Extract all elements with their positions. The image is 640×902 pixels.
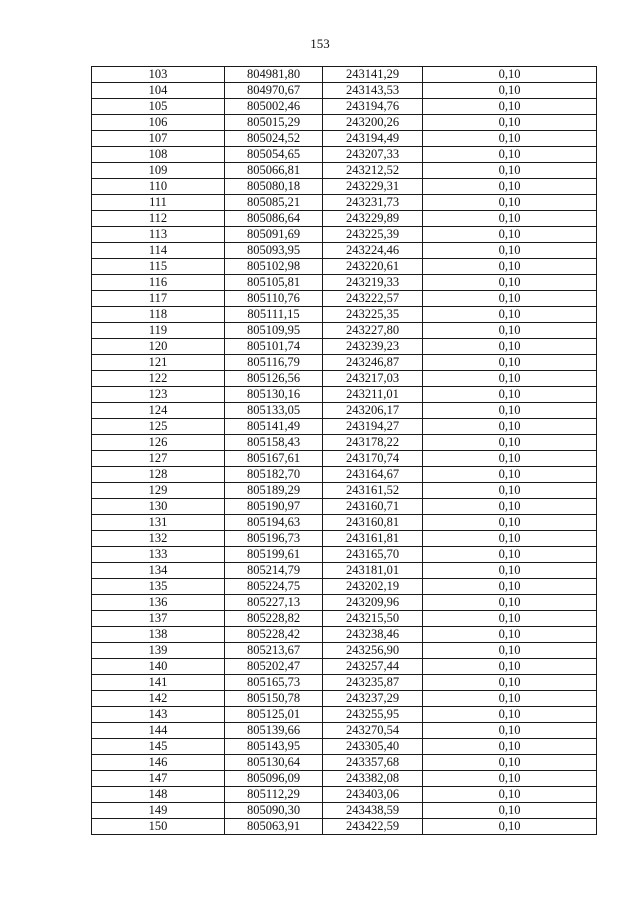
point-number-cell: 132 — [92, 531, 225, 547]
table-row — [92, 403, 597, 419]
table-row — [92, 467, 597, 483]
tolerance-cell: 0,10 — [423, 707, 597, 723]
y-coordinate-cell: 243227,80 — [323, 323, 423, 339]
point-number-cell: 122 — [92, 371, 225, 387]
x-coordinate-cell: 805190,97 — [225, 499, 323, 515]
tolerance-cell: 0,10 — [423, 739, 597, 755]
y-coordinate-cell: 243422,59 — [323, 819, 423, 835]
x-coordinate-cell: 805111,15 — [225, 307, 323, 323]
table-row — [92, 259, 597, 275]
tolerance-cell: 0,10 — [423, 499, 597, 515]
tolerance-cell: 0,10 — [423, 323, 597, 339]
x-coordinate-cell: 805150,78 — [225, 691, 323, 707]
table-row — [92, 163, 597, 179]
y-coordinate-cell: 243255,95 — [323, 707, 423, 723]
x-coordinate-cell: 805213,67 — [225, 643, 323, 659]
y-coordinate-cell: 243382,08 — [323, 771, 423, 787]
x-coordinate-cell: 805199,61 — [225, 547, 323, 563]
point-number-cell: 149 — [92, 803, 225, 819]
y-coordinate-cell: 243209,96 — [323, 595, 423, 611]
table-row — [92, 147, 597, 163]
x-coordinate-cell: 805141,49 — [225, 419, 323, 435]
x-coordinate-cell: 805182,70 — [225, 467, 323, 483]
page-number: 153 — [310, 36, 330, 51]
point-number-cell: 128 — [92, 467, 225, 483]
point-number-cell: 136 — [92, 595, 225, 611]
x-coordinate-cell: 805110,76 — [225, 291, 323, 307]
y-coordinate-cell: 243165,70 — [323, 547, 423, 563]
table-row — [92, 531, 597, 547]
x-coordinate-cell: 805112,29 — [225, 787, 323, 803]
table-row — [92, 595, 597, 611]
y-coordinate-cell: 243231,73 — [323, 195, 423, 211]
y-coordinate-cell: 243235,87 — [323, 675, 423, 691]
coordinates-table — [91, 66, 597, 835]
y-coordinate-cell: 243141,29 — [323, 67, 423, 83]
table-row — [92, 67, 597, 83]
table-row — [92, 803, 597, 819]
tolerance-cell: 0,10 — [423, 611, 597, 627]
coordinates-table-body — [92, 67, 597, 835]
tolerance-cell: 0,10 — [423, 99, 597, 115]
x-coordinate-cell: 805086,64 — [225, 211, 323, 227]
tolerance-cell: 0,10 — [423, 275, 597, 291]
y-coordinate-cell: 243207,33 — [323, 147, 423, 163]
table-row — [92, 659, 597, 675]
x-coordinate-cell: 805096,09 — [225, 771, 323, 787]
y-coordinate-cell: 243217,03 — [323, 371, 423, 387]
point-number-cell: 110 — [92, 179, 225, 195]
table-row — [92, 195, 597, 211]
y-coordinate-cell: 243270,54 — [323, 723, 423, 739]
y-coordinate-cell: 243357,68 — [323, 755, 423, 771]
point-number-cell: 140 — [92, 659, 225, 675]
table-row — [92, 547, 597, 563]
x-coordinate-cell: 805158,43 — [225, 435, 323, 451]
point-number-cell: 119 — [92, 323, 225, 339]
tolerance-cell: 0,10 — [423, 195, 597, 211]
table-row — [92, 579, 597, 595]
x-coordinate-cell: 805202,47 — [225, 659, 323, 675]
y-coordinate-cell: 243238,46 — [323, 627, 423, 643]
tolerance-cell: 0,10 — [423, 819, 597, 835]
x-coordinate-cell: 805091,69 — [225, 227, 323, 243]
y-coordinate-cell: 243219,33 — [323, 275, 423, 291]
tolerance-cell: 0,10 — [423, 67, 597, 83]
tolerance-cell: 0,10 — [423, 259, 597, 275]
x-coordinate-cell: 805015,29 — [225, 115, 323, 131]
point-number-cell: 148 — [92, 787, 225, 803]
tolerance-cell: 0,10 — [423, 243, 597, 259]
point-number-cell: 142 — [92, 691, 225, 707]
tolerance-cell: 0,10 — [423, 291, 597, 307]
table-row — [92, 99, 597, 115]
x-coordinate-cell: 805214,79 — [225, 563, 323, 579]
y-coordinate-cell: 243438,59 — [323, 803, 423, 819]
x-coordinate-cell: 805165,73 — [225, 675, 323, 691]
point-number-cell: 107 — [92, 131, 225, 147]
x-coordinate-cell: 805085,21 — [225, 195, 323, 211]
y-coordinate-cell: 243160,81 — [323, 515, 423, 531]
tolerance-cell: 0,10 — [423, 659, 597, 675]
y-coordinate-cell: 243246,87 — [323, 355, 423, 371]
tolerance-cell: 0,10 — [423, 467, 597, 483]
point-number-cell: 112 — [92, 211, 225, 227]
point-number-cell: 125 — [92, 419, 225, 435]
table-row — [92, 83, 597, 99]
table-row — [92, 451, 597, 467]
point-number-cell: 124 — [92, 403, 225, 419]
point-number-cell: 118 — [92, 307, 225, 323]
table-row — [92, 483, 597, 499]
y-coordinate-cell: 243257,44 — [323, 659, 423, 675]
point-number-cell: 138 — [92, 627, 225, 643]
x-coordinate-cell: 805126,56 — [225, 371, 323, 387]
point-number-cell: 120 — [92, 339, 225, 355]
y-coordinate-cell: 243194,27 — [323, 419, 423, 435]
table-row — [92, 739, 597, 755]
x-coordinate-cell: 805102,98 — [225, 259, 323, 275]
table-row — [92, 499, 597, 515]
x-coordinate-cell: 805125,01 — [225, 707, 323, 723]
table-row — [92, 307, 597, 323]
point-number-cell: 134 — [92, 563, 225, 579]
y-coordinate-cell: 243161,81 — [323, 531, 423, 547]
x-coordinate-cell: 805224,75 — [225, 579, 323, 595]
tolerance-cell: 0,10 — [423, 403, 597, 419]
x-coordinate-cell: 805063,91 — [225, 819, 323, 835]
x-coordinate-cell: 805194,63 — [225, 515, 323, 531]
tolerance-cell: 0,10 — [423, 307, 597, 323]
point-number-cell: 113 — [92, 227, 225, 243]
point-number-cell: 115 — [92, 259, 225, 275]
y-coordinate-cell: 243220,61 — [323, 259, 423, 275]
tolerance-cell: 0,10 — [423, 355, 597, 371]
y-coordinate-cell: 243225,39 — [323, 227, 423, 243]
x-coordinate-cell: 805054,65 — [225, 147, 323, 163]
point-number-cell: 135 — [92, 579, 225, 595]
tolerance-cell: 0,10 — [423, 387, 597, 403]
table-row — [92, 243, 597, 259]
tolerance-cell: 0,10 — [423, 563, 597, 579]
x-coordinate-cell: 805133,05 — [225, 403, 323, 419]
table-row — [92, 387, 597, 403]
tolerance-cell: 0,10 — [423, 83, 597, 99]
x-coordinate-cell: 805189,29 — [225, 483, 323, 499]
tolerance-cell: 0,10 — [423, 579, 597, 595]
y-coordinate-cell: 243224,46 — [323, 243, 423, 259]
y-coordinate-cell: 243211,01 — [323, 387, 423, 403]
x-coordinate-cell: 805130,16 — [225, 387, 323, 403]
point-number-cell: 117 — [92, 291, 225, 307]
x-coordinate-cell: 805116,79 — [225, 355, 323, 371]
point-number-cell: 133 — [92, 547, 225, 563]
point-number-cell: 137 — [92, 611, 225, 627]
table-row — [92, 611, 597, 627]
tolerance-cell: 0,10 — [423, 371, 597, 387]
point-number-cell: 147 — [92, 771, 225, 787]
point-number-cell: 141 — [92, 675, 225, 691]
x-coordinate-cell: 805139,66 — [225, 723, 323, 739]
table-row — [92, 771, 597, 787]
table-row — [92, 355, 597, 371]
tolerance-cell: 0,10 — [423, 339, 597, 355]
point-number-cell: 116 — [92, 275, 225, 291]
table-row — [92, 819, 597, 835]
x-coordinate-cell: 805228,82 — [225, 611, 323, 627]
point-number-cell: 108 — [92, 147, 225, 163]
table-row — [92, 643, 597, 659]
table-row — [92, 515, 597, 531]
point-number-cell: 103 — [92, 67, 225, 83]
y-coordinate-cell: 243212,52 — [323, 163, 423, 179]
point-number-cell: 139 — [92, 643, 225, 659]
x-coordinate-cell: 805109,95 — [225, 323, 323, 339]
table-row — [92, 323, 597, 339]
y-coordinate-cell: 243206,17 — [323, 403, 423, 419]
y-coordinate-cell: 243143,53 — [323, 83, 423, 99]
table-row — [92, 291, 597, 307]
point-number-cell: 131 — [92, 515, 225, 531]
point-number-cell: 146 — [92, 755, 225, 771]
y-coordinate-cell: 243178,22 — [323, 435, 423, 451]
tolerance-cell: 0,10 — [423, 627, 597, 643]
y-coordinate-cell: 243181,01 — [323, 563, 423, 579]
table-row — [92, 339, 597, 355]
x-coordinate-cell: 805066,81 — [225, 163, 323, 179]
x-coordinate-cell: 805196,73 — [225, 531, 323, 547]
y-coordinate-cell: 243202,19 — [323, 579, 423, 595]
x-coordinate-cell: 805227,13 — [225, 595, 323, 611]
tolerance-cell: 0,10 — [423, 131, 597, 147]
x-coordinate-cell: 805002,46 — [225, 99, 323, 115]
tolerance-cell: 0,10 — [423, 515, 597, 531]
y-coordinate-cell: 243164,67 — [323, 467, 423, 483]
table-row — [92, 787, 597, 803]
table-row — [92, 211, 597, 227]
table-row — [92, 627, 597, 643]
y-coordinate-cell: 243239,23 — [323, 339, 423, 355]
x-coordinate-cell: 804981,80 — [225, 67, 323, 83]
y-coordinate-cell: 243305,40 — [323, 739, 423, 755]
tolerance-cell: 0,10 — [423, 451, 597, 467]
y-coordinate-cell: 243256,90 — [323, 643, 423, 659]
x-coordinate-cell: 805167,61 — [225, 451, 323, 467]
y-coordinate-cell: 243194,49 — [323, 131, 423, 147]
y-coordinate-cell: 243237,29 — [323, 691, 423, 707]
table-row — [92, 179, 597, 195]
tolerance-cell: 0,10 — [423, 147, 597, 163]
tolerance-cell: 0,10 — [423, 163, 597, 179]
tolerance-cell: 0,10 — [423, 675, 597, 691]
table-row — [92, 435, 597, 451]
x-coordinate-cell: 805228,42 — [225, 627, 323, 643]
table-row — [92, 419, 597, 435]
tolerance-cell: 0,10 — [423, 531, 597, 547]
point-number-cell: 129 — [92, 483, 225, 499]
table-row — [92, 371, 597, 387]
tolerance-cell: 0,10 — [423, 435, 597, 451]
x-coordinate-cell: 805105,81 — [225, 275, 323, 291]
point-number-cell: 123 — [92, 387, 225, 403]
tolerance-cell: 0,10 — [423, 419, 597, 435]
table-row — [92, 227, 597, 243]
tolerance-cell: 0,10 — [423, 803, 597, 819]
tolerance-cell: 0,10 — [423, 227, 597, 243]
point-number-cell: 145 — [92, 739, 225, 755]
tolerance-cell: 0,10 — [423, 755, 597, 771]
point-number-cell: 121 — [92, 355, 225, 371]
x-coordinate-cell: 805101,74 — [225, 339, 323, 355]
x-coordinate-cell: 805093,95 — [225, 243, 323, 259]
tolerance-cell: 0,10 — [423, 771, 597, 787]
y-coordinate-cell: 243229,89 — [323, 211, 423, 227]
table-row — [92, 755, 597, 771]
x-coordinate-cell: 804970,67 — [225, 83, 323, 99]
tolerance-cell: 0,10 — [423, 643, 597, 659]
table-row — [92, 563, 597, 579]
table-row — [92, 675, 597, 691]
table-row — [92, 115, 597, 131]
tolerance-cell: 0,10 — [423, 723, 597, 739]
point-number-cell: 104 — [92, 83, 225, 99]
tolerance-cell: 0,10 — [423, 787, 597, 803]
tolerance-cell: 0,10 — [423, 115, 597, 131]
point-number-cell: 111 — [92, 195, 225, 211]
point-number-cell: 114 — [92, 243, 225, 259]
x-coordinate-cell: 805143,95 — [225, 739, 323, 755]
tolerance-cell: 0,10 — [423, 595, 597, 611]
tolerance-cell: 0,10 — [423, 547, 597, 563]
y-coordinate-cell: 243225,35 — [323, 307, 423, 323]
tolerance-cell: 0,10 — [423, 691, 597, 707]
y-coordinate-cell: 243200,26 — [323, 115, 423, 131]
tolerance-cell: 0,10 — [423, 179, 597, 195]
point-number-cell: 127 — [92, 451, 225, 467]
table-row — [92, 707, 597, 723]
y-coordinate-cell: 243403,06 — [323, 787, 423, 803]
point-number-cell: 126 — [92, 435, 225, 451]
table-row — [92, 275, 597, 291]
tolerance-cell: 0,10 — [423, 483, 597, 499]
point-number-cell: 106 — [92, 115, 225, 131]
y-coordinate-cell: 243222,57 — [323, 291, 423, 307]
x-coordinate-cell: 805130,64 — [225, 755, 323, 771]
point-number-cell: 144 — [92, 723, 225, 739]
point-number-cell: 109 — [92, 163, 225, 179]
y-coordinate-cell: 243170,74 — [323, 451, 423, 467]
y-coordinate-cell: 243229,31 — [323, 179, 423, 195]
y-coordinate-cell: 243215,50 — [323, 611, 423, 627]
point-number-cell: 105 — [92, 99, 225, 115]
point-number-cell: 130 — [92, 499, 225, 515]
x-coordinate-cell: 805080,18 — [225, 179, 323, 195]
x-coordinate-cell: 805024,52 — [225, 131, 323, 147]
table-row — [92, 131, 597, 147]
point-number-cell: 150 — [92, 819, 225, 835]
table-row — [92, 691, 597, 707]
table-row — [92, 723, 597, 739]
x-coordinate-cell: 805090,30 — [225, 803, 323, 819]
point-number-cell: 143 — [92, 707, 225, 723]
y-coordinate-cell: 243160,71 — [323, 499, 423, 515]
tolerance-cell: 0,10 — [423, 211, 597, 227]
y-coordinate-cell: 243161,52 — [323, 483, 423, 499]
y-coordinate-cell: 243194,76 — [323, 99, 423, 115]
